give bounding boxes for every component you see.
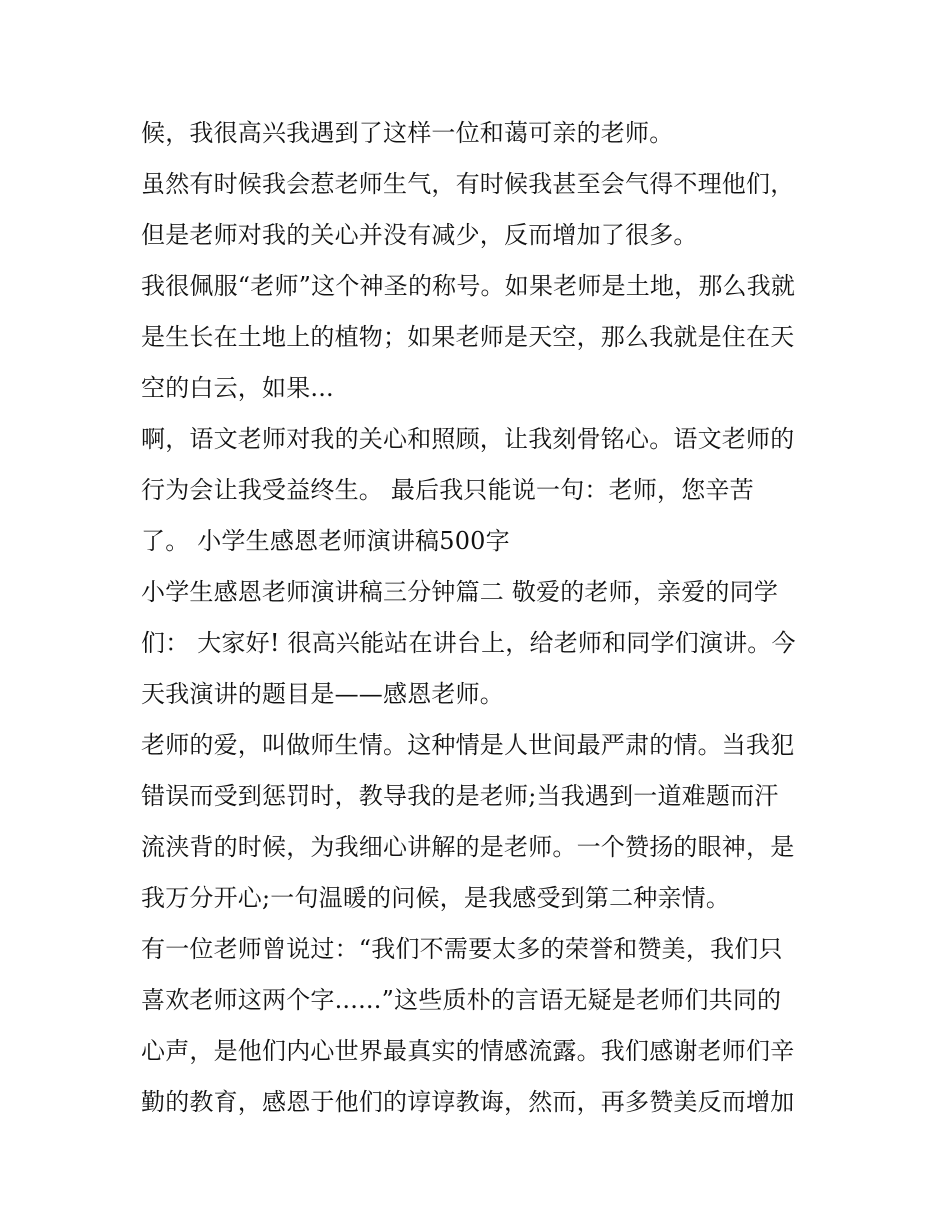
text-line: 天我演讲的题目是——感恩老师。 <box>141 680 504 708</box>
text-line: 老师的爱，叫做师生情。这种情是人世间最严肃的情。当我犯 <box>141 731 795 759</box>
body-text <box>141 108 821 1128</box>
text-line: 我万分开心;一句温暖的问候，是我感受到第二种亲情。 <box>141 884 731 912</box>
text-line: 空的白云，如果... <box>141 374 334 402</box>
text-line: 有一位老师曾说过：“我们不需要太多的荣誉和赞美，我们只 <box>141 935 783 963</box>
text-line: 勤的教育，感恩于他们的谆谆教诲，然而，再多赞美反而增加 <box>141 1088 795 1116</box>
text-line: 是生长在土地上的植物；如果老师是天空，那么我就是住在天 <box>141 323 795 351</box>
text-line: 喜欢老师这两个字......”这些质朴的言语无疑是老师们共同的 <box>141 986 782 1014</box>
text-line: 小学生感恩老师演讲稿三分钟篇二 敬爱的老师，亲爱的同学 <box>141 578 779 606</box>
text-line: 们： 大家好! 很高兴能站在讲台上，给老师和同学们演讲。今 <box>141 629 796 657</box>
text-line: 了。 小学生感恩老师演讲稿500字 <box>141 527 510 555</box>
text-line: 但是老师对我的关心并没有减少，反而增加了很多。 <box>141 221 698 249</box>
text-line: 流浃背的时候，为我细心讲解的是老师。一个赞扬的眼神，是 <box>141 833 795 861</box>
text-line: 心声，是他们内心世界最真实的情感流露。我们感谢老师们辛 <box>141 1037 795 1065</box>
text-line: 候，我很高兴我遇到了这样一位和蔼可亲的老师。 <box>141 119 674 147</box>
text-line: 啊，语文老师对我的关心和照顾，让我刻骨铭心。语文老师的 <box>141 425 795 453</box>
text-line: 虽然有时候我会惹老师生气，有时候我甚至会气得不理他们， <box>141 170 795 198</box>
text-line: 错误而受到惩罚时，教导我的是老师;当我遇到一道难题而汗 <box>141 782 779 810</box>
text-line: 行为会让我受益终生。 最后我只能说一句：老师，您辛苦 <box>141 476 754 504</box>
text-line: 我很佩服“老师”这个神圣的称号。如果老师是土地，那么我就 <box>141 272 796 300</box>
